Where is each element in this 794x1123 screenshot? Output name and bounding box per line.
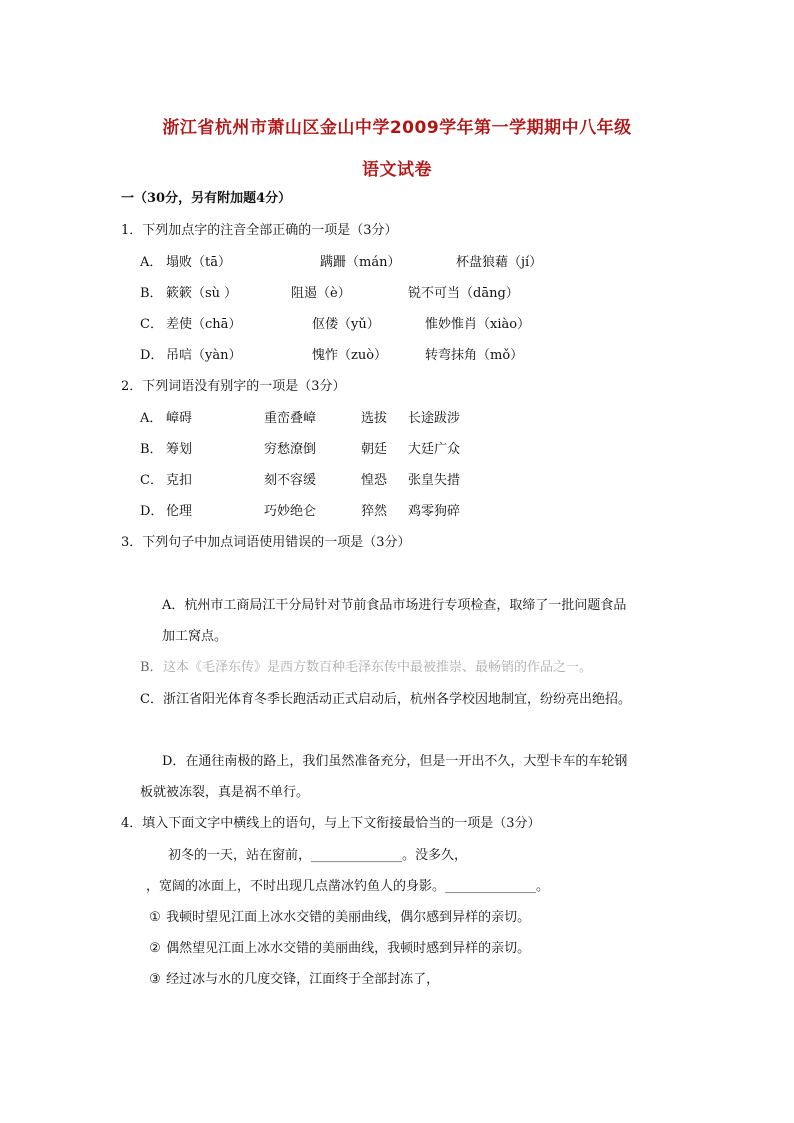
q4-item-3	[148, 972, 439, 988]
q4-passage-text: 初冬的一天，站在窗前，	[168, 848, 312, 863]
question-3-stem: 3．下列句子中加点词语使用错误的一项是（3分）	[121, 535, 411, 550]
q3-option-c-text: C．浙江省阳光体育冬季长跑活动正式启动后，杭州各学校因地制宜，纷纷亮出绝招。	[140, 692, 631, 707]
q2-option-b-item: 筹划	[166, 442, 193, 457]
q3-option-a-line1: A．杭州市工商局江干分局针对节前食品市场进行专项检查，取缔了一批问题食品	[162, 598, 627, 613]
section-heading: 一（30分，另有附加题4分）	[121, 191, 292, 206]
q2-option-a-item: 选拔	[361, 411, 388, 426]
q2-option-a-item: 嶂碍	[166, 411, 193, 426]
q1-option-d-item: 愧怍（zuò）	[312, 348, 388, 363]
q2-option-b-item: 穷愁潦倒	[264, 442, 317, 457]
q1-option-a-item: 蹒跚（mán）	[320, 255, 401, 270]
q4-passage-text: ，宽阔的冰面上，不时出现几点凿冰钓鱼人的身影。	[146, 879, 446, 894]
q1-option-c-item: 惟妙惟肖（xiào）	[425, 317, 531, 332]
q4-item-marker: ③	[149, 972, 161, 987]
q4-item-marker: ①	[149, 910, 161, 925]
q1-option-b-item: 阻遏（è）	[291, 286, 351, 301]
q2-option-c-item: 张皇失措	[408, 473, 461, 488]
q4-item-2	[148, 941, 530, 957]
q3-option-d-line1: D．在通往南极的路上，我们虽然准备充分，但是一开出不久，大型卡车的车轮钢	[162, 754, 628, 769]
q1-option-d-item: 吊唁（yàn）	[166, 348, 242, 363]
q1-option-d-item: 转弯抹角（mǒ）	[425, 348, 524, 363]
q2-option-c-letter: C．	[140, 473, 163, 488]
q2-option-d-item: 巧妙绝仑	[264, 504, 317, 519]
q2-option-c-item: 克扣	[166, 473, 193, 488]
page-title: 浙江省杭州市萧山区金山中学2009学年第一学期期中八年级	[162, 118, 632, 138]
q4-passage-line1	[168, 848, 467, 864]
question-4-stem: 4．填入下面文字中横线上的语句，与上下文衔接最恰当的一项是（3分）	[121, 816, 541, 831]
q4-passage-text: 。	[536, 879, 550, 894]
q4-item-1	[148, 910, 530, 926]
q2-option-c-item: 惶恐	[361, 473, 388, 488]
question-1-stem: 1．下列加点字的注音全部正确的一项是（3分）	[121, 223, 398, 238]
q1-option-c-item: 伛偻（yǔ）	[312, 317, 380, 332]
page-subtitle: 语文试卷	[362, 160, 432, 180]
q2-option-a-item: 重峦叠嶂	[264, 411, 317, 426]
q2-option-c-item: 刻不容缓	[264, 473, 317, 488]
q2-option-d-item: 伦理	[166, 504, 193, 519]
q2-option-a-item: 长途跋涉	[408, 411, 461, 426]
question-2-stem: 2．下列词语没有别字的一项是（3分）	[121, 379, 346, 394]
q1-option-b-letter: B．	[140, 286, 163, 301]
q1-option-a-letter: A．	[140, 255, 163, 270]
q1-option-d-letter: D．	[140, 348, 164, 363]
q4-passage-text: 。没多久，	[402, 848, 468, 863]
q1-option-c-item: 差使（chā）	[166, 317, 242, 332]
q2-option-d-letter: D．	[140, 504, 164, 519]
q2-option-b-item: 朝廷	[361, 442, 388, 457]
q2-option-d-item: 鸡零狗碎	[408, 504, 461, 519]
q3-option-b-letter: B．	[140, 660, 163, 675]
q4-passage-line2	[146, 879, 549, 895]
q4-blank-1: ______________	[311, 848, 403, 863]
q1-option-a-item: 塌败（tā）	[166, 255, 231, 270]
q2-option-b-item: 大廷广众	[408, 442, 461, 457]
q1-option-b-item: 簌簌（sù ）	[166, 286, 238, 301]
q1-option-c-letter: C．	[140, 317, 163, 332]
q2-option-d-item: 猝然	[361, 504, 388, 519]
q4-item-text: 经过冰与水的几度交锋，江面终于全部封冻了，	[166, 972, 440, 987]
q1-option-b-item: 锐不可当（dāng）	[408, 286, 519, 301]
q2-option-a-letter: A．	[140, 411, 163, 426]
q3-option-a-line2: 加工窝点。	[162, 629, 228, 644]
q4-item-text: 偶然望见江面上冰水交错的美丽曲线，我顿时感到异样的亲切。	[166, 941, 531, 956]
q4-item-marker: ②	[149, 941, 161, 956]
q2-option-b-letter: B．	[140, 442, 163, 457]
q3-option-b-text: 这本《毛泽东传》是西方数百种毛泽东传中最被推崇、最畅销的作品之一。	[163, 660, 593, 675]
q1-option-a-item: 杯盘狼藉（jí）	[456, 255, 543, 270]
q4-item-text: 我顿时望见江面上冰水交错的美丽曲线，偶尔感到异样的亲切。	[166, 910, 531, 925]
q4-blank-2: ______________	[445, 879, 537, 894]
q3-option-d-line2: 板就被冻裂，真是祸不单行。	[140, 785, 310, 800]
